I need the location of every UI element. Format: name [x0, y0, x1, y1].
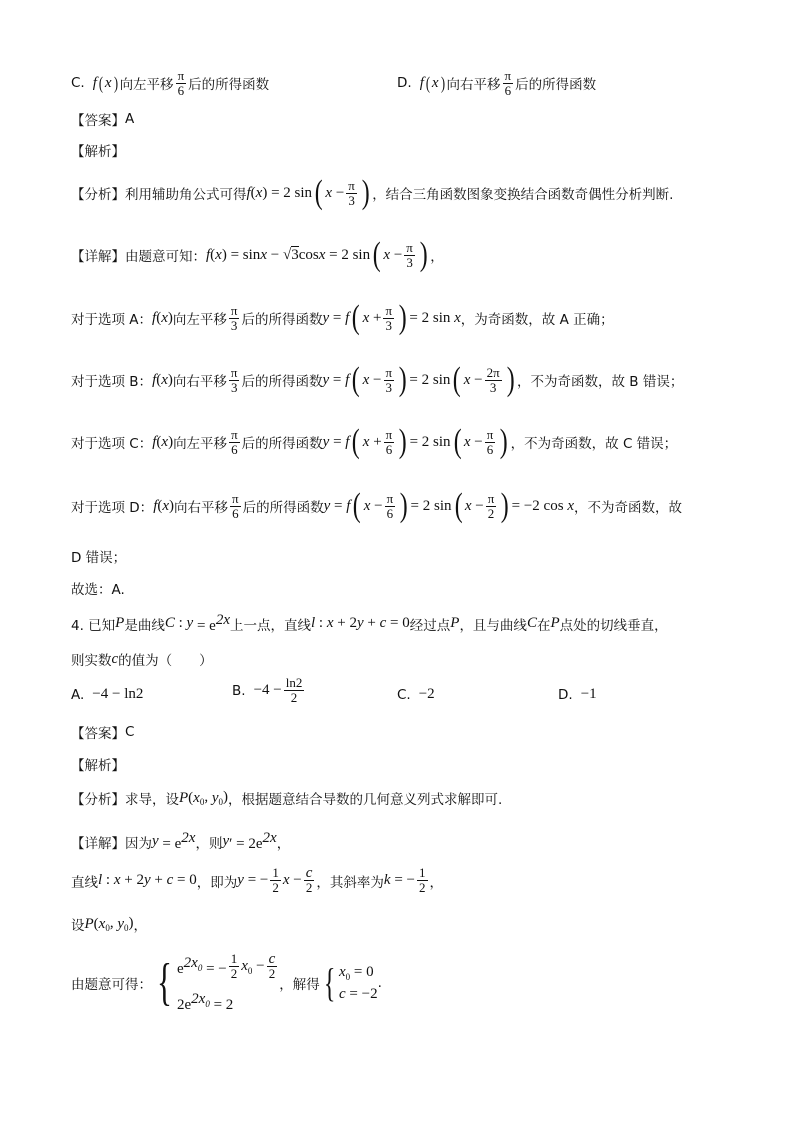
set-text: ，: [133, 918, 148, 934]
system-text: ，解得: [279, 977, 320, 993]
fenxi-line-2: 【分析】 求导，设 P ( x $_0$, y $_0$) ，根据题意结合导数的几何意义列式求解即可.: [71, 789, 503, 808]
analysis-text: ，不为奇函数，故: [573, 500, 682, 516]
set-text: 设: [71, 918, 85, 934]
fenxi-label: 【分析】: [71, 187, 125, 203]
xiangjie-label: 【详解】: [71, 249, 125, 265]
option-d-cont: [71, 546, 126, 566]
option-label: C.: [71, 75, 85, 91]
fenxi-text: 求导，设: [125, 792, 179, 808]
xiangjie-line: 【详解】 由题意可知： f ( x ) = sin x − √3cos x = 2 sin ( x − $\frac{\pi}{3}$ ) ，: [71, 236, 444, 273]
option-text: 后的所得函数: [515, 77, 597, 93]
q4-option-c: C. −2: [397, 686, 435, 703]
fenxi-line: 【分析】 利用辅助角公式可得 f ( x ) = 2 sin ( x − $\frac{\pi}{3}$ ) ，结合三角函数图象变换结合函数奇偶性分析判断.: [71, 174, 674, 211]
option-c-analysis: 对于选项 C： f ( x ) 向左平移 $\frac{\pi}{6}$ 后的所得函数 y = f ( x + $\frac{\pi}{6}$ ) = 2 sin ( x − $\frac{\pi}{6}$ ) ，不为奇函数，故 C 错误；: [71, 423, 678, 460]
option-text: 后的所得函数: [188, 77, 270, 93]
analysis-text: ，为奇函数，故 A 正确；: [460, 312, 614, 328]
option-label: A.: [71, 686, 85, 703]
analysis-heading-2: [71, 754, 125, 774]
question-4-line2: 则实数 c 的值为（ ）: [71, 650, 213, 669]
xiangjie-text: ，则: [195, 835, 223, 852]
xiangjie-text: 由题意可知：: [125, 249, 206, 265]
question-4: 4. 已知 P 是曲线 C : y = $e^{2x}$ 上一点，直线 l : x + 2 y + c = 0 经过点 P ，且与曲线 C 在 P 点处的切线垂直，: [71, 612, 668, 634]
analysis-text: 对于选项 C：: [71, 436, 153, 452]
xiangjie-label: 【详解】: [71, 835, 125, 852]
answer-value: A: [125, 111, 135, 127]
answer-value: C: [125, 724, 135, 740]
analysis-text: 后的所得函数: [241, 312, 323, 328]
answer-label: 【答案】: [71, 113, 125, 129]
xiangjie-line-2: 【详解】 因为 y = $e^{2x}$ ，则 y ′ = $2e^{2x}$ ，: [71, 830, 291, 852]
system-text: .: [377, 975, 382, 991]
option-d-analysis: 对于选项 D： f ( x ) 向右平移 $\frac{\pi}{6}$ 后的所得函数 y = f ( x − $\frac{\pi}{6}$ ) = 2 sin ( x − $\frac{\pi}{2}$ ) = −2 cos x ，不为奇函数，故: [71, 487, 682, 524]
analysis-text: ，不为奇函数，故 B 错误；: [517, 374, 684, 390]
analysis-text: 对于选项 D：: [71, 500, 154, 516]
line-text: ，其斜率为: [316, 874, 384, 891]
line-text: ，即为: [196, 874, 238, 891]
option-text: 向右平移: [446, 77, 501, 93]
analysis-text: 向左平移: [173, 436, 228, 452]
xiangjie-text: ，: [430, 249, 444, 265]
line-l: 直线 l : x + 2 y + c = 0 ，即为 y = − $\frac{1}{2}$ x − $\frac{c}{2}$ ，其斜率为 k = − $\frac{1}{2}$ ，: [71, 865, 444, 895]
question-text: 4. 已知: [71, 617, 116, 634]
analysis-text: 后的所得函数: [242, 500, 324, 516]
question-text: 经过点: [409, 617, 451, 634]
option-label: D.: [558, 686, 573, 703]
analysis-label: 【解析】: [71, 144, 125, 160]
question-text: 上一点，直线: [230, 617, 311, 634]
analysis-text: 向右平移: [174, 500, 229, 516]
choose-line: [71, 578, 125, 598]
option-a-analysis: 对于选项 A： f ( x ) 向左平移 $\frac{\pi}{3}$ 后的所得函数 y = f ( x + $\frac{\pi}{3}$ ) = 2 sin x ，为奇函数，故 A 正确；: [71, 299, 614, 336]
analysis-text: ，不为奇函数，故 C 错误；: [510, 436, 678, 452]
analysis-text: 向右平移: [172, 374, 227, 390]
question-text: 在: [536, 617, 551, 634]
line-text: ，: [429, 874, 444, 891]
option-b-analysis: 对于选项 B： f ( x ) 向右平移 $\frac{\pi}{3}$ 后的所得函数 y = f ( x − $\frac{\pi}{3}$ ) = 2 sin ( x − $\frac{2\pi}{3}$ ) ，不为奇函数，故 B 错误；: [71, 361, 684, 398]
analysis-text: 对于选项 B：: [71, 374, 153, 390]
fenxi-label: 【分析】: [71, 792, 125, 808]
q4-option-d: D. −1: [558, 686, 597, 703]
analysis-text: 后的所得函数: [241, 436, 323, 452]
line-text: 直线: [71, 874, 98, 891]
set-p: 设 P ( x $_0$, y $_0$) ，: [71, 915, 148, 934]
system-text: 由题意可得：: [71, 977, 152, 993]
xiangjie-text: ，: [276, 835, 291, 852]
answer-label: 【答案】: [71, 726, 125, 742]
option-c: C. f ( x ) 向左平移 $\frac{\pi}{6}$ 后的所得函数: [71, 67, 270, 98]
analysis-heading: [71, 140, 125, 160]
analysis-text: 向左平移: [172, 312, 227, 328]
option-label: C.: [397, 686, 411, 703]
fenxi-text: ，结合三角函数图象变换结合函数奇偶性分析判断.: [372, 187, 674, 203]
option-label: B.: [232, 682, 246, 699]
question-text: ，且与曲线: [459, 617, 527, 634]
analysis-text: D 错误；: [71, 550, 127, 566]
choose-text: 故选：A.: [71, 582, 125, 598]
analysis-label: 【解析】: [71, 758, 125, 774]
q4-option-b: B. −4 − $\frac{\ln 2}{2}$: [232, 675, 303, 705]
question-text: 则实数: [71, 653, 112, 669]
option-d: D. f ( x ) 向右平移 $\frac{\pi}{6}$ 后的所得函数: [397, 67, 597, 98]
fenxi-text: 利用辅助角公式可得: [125, 187, 247, 203]
analysis-text: 后的所得函数: [241, 374, 323, 390]
fenxi-text: ，根据题意结合导数的几何意义列式求解即可.: [228, 792, 503, 808]
option-text: 向左平移: [119, 77, 174, 93]
question-text: 是曲线: [124, 617, 165, 634]
answer-line: [71, 109, 134, 129]
q4-option-a: A. −4 − ln2: [71, 686, 144, 703]
analysis-text: 对于选项 A：: [71, 312, 153, 328]
system-line: 由题意可得： { $e^{2x_0}$ = − $\frac{1}{2}$ x $_0$ − $\frac{c}{2}$ $2e^{2x_0} = 2$ ，解得 { $x_0 = 0$ c = −2 .: [71, 951, 382, 1013]
option-label: D.: [397, 75, 412, 91]
answer-line-2: [71, 722, 134, 742]
question-text: 的值为（ ）: [118, 653, 213, 669]
question-text: 点处的切线垂直，: [559, 617, 668, 634]
xiangjie-text: 因为: [125, 835, 152, 852]
